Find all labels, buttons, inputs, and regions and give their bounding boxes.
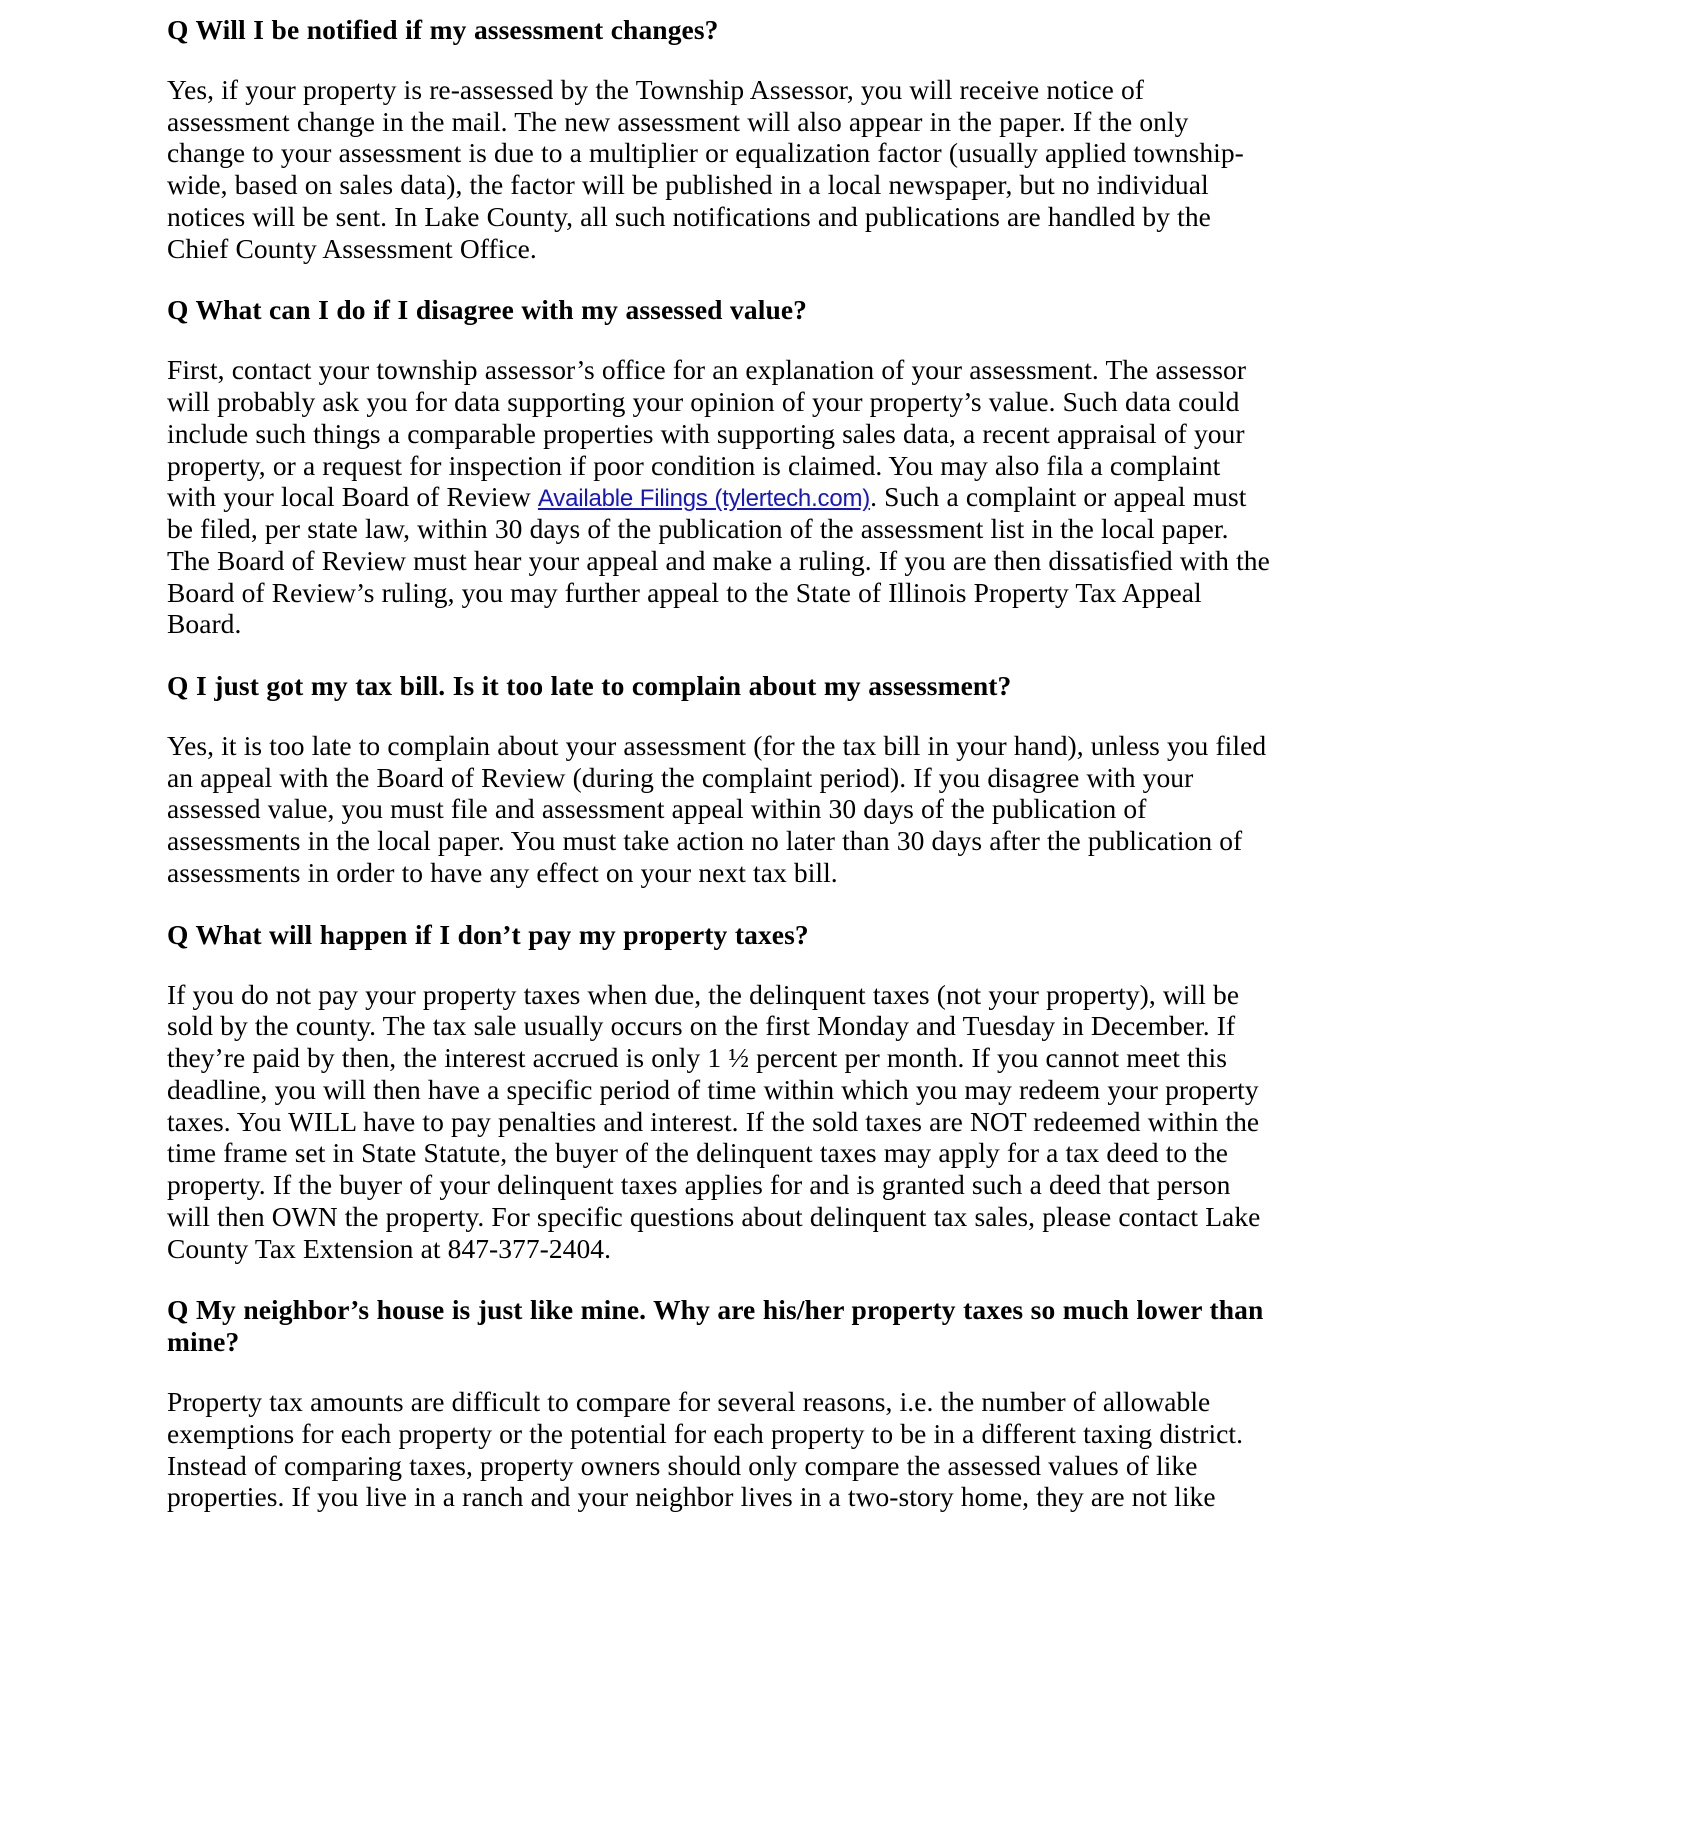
spacer: [167, 264, 1272, 294]
spacer: [167, 640, 1272, 670]
spacer: [167, 1264, 1272, 1294]
faq-question-dont-pay-property-taxes: Q What will happen if I don’t pay my property taxes?: [167, 918, 809, 950]
faq-question-too-late-to-complain: Q I just got my tax bill. Is it too late to complain about my assessment?: [167, 670, 1012, 702]
available-filings-link[interactable]: Available Filings (tylertech.com): [537, 485, 871, 513]
faq-answer-notified-assessment-changes: Yes, if your property is re-assessed by the Township Assessor, you will receive notice of assessment change in the mail. The new assessment will also appear in the paper. If the only change to your assessment is due to a multiplier or equalization factor (usually applied township-wide, based on sales data), the factor will be published in a local newspaper, but no individual notices will be sent. In Lake County, all such notifications and publications are handled by the Chief County Assessment Office.: [167, 73, 1244, 264]
spacer: [167, 889, 1272, 919]
faq-answer-text-after-link: . Such a complaint or appeal must be filed, per state law, within 30 days of the publication of the assessment list in the local paper. The Board of Review must hear your appeal and make a ruling. If you are then dissatisfied with the Board of Review’s ruling, you may further appeal to the State of Illinois Property Tax Appeal Board.: [167, 481, 1270, 640]
faq-answer-too-late-to-complain: Yes, it is too late to complain about your assessment (for the tax bill in your hand), unless you filed an appeal with the Board of Review (during the complaint period). If you disagree with your assessed value, you must file and assessment appeal within 30 days of the publication of assessments in the local paper. You must take action no later than 30 days after the publication of assessments in order to have any effect on your next tax bill.: [167, 729, 1267, 888]
faq-question-disagree-assessed-value: Q What can I do if I disagree with my assessed value?: [167, 294, 808, 326]
document-body: [167, 14, 1272, 1513]
faq-answer-neighbor-taxes-lower: Property tax amounts are difficult to compare for several reasons, i.e. the number of allowable exemptions for each property or the potential for each property to be in a different taxing district. Instead of comparing taxes, property owners should only compare the assessed values of like properties. If you live in a ranch and your neighbor lives in a two-story home, they are not like: [167, 1386, 1244, 1513]
faq-answer-dont-pay-property-taxes: If you do not pay your property taxes when due, the delinquent taxes (not your property), will be sold by the county. The tax sale usually occurs on the first Monday and Tuesday in December. If they’re paid by then, the interest accrued is only 1 ½ percent per month. If you cannot meet this deadline, you will then have a specific period of time within which you may redeem your property taxes. You WILL have to pay penalties and interest. If the sold taxes are NOT redeemed within the time frame set in State Statute, the buyer of the delinquent taxes may apply for a tax deed to the property. If the buyer of your delinquent taxes applies for and is granted such a deed that person will then OWN the property. For specific questions about delinquent tax sales, please contact Lake County Tax Extension at 847-377-2404.: [167, 978, 1261, 1264]
faq-question-neighbor-taxes-lower: Q My neighbor’s house is just like mine. Why are his/her property taxes so much lower than mine?: [167, 1294, 1264, 1358]
spacer: [167, 951, 1272, 979]
spacer: [167, 326, 1272, 354]
faq-question-notified-assessment-changes: Q Will I be notified if my assessment changes?: [167, 14, 719, 45]
faq-answer-text-before-link: First, contact your township assessor’s office for an explanation of your assessment. The assessor will probably ask you for data supporting your opinion of your property’s value. Such data could include such things a comparable properties with supporting sales data, a recent appraisal of your property, or a request for inspection if poor condition is claimed. You may also fila a complaint with your local Board of Review: [167, 354, 1247, 513]
spacer: [167, 46, 1272, 74]
spacer: [167, 1358, 1272, 1386]
spacer: [167, 702, 1272, 730]
faq-answer-disagree-assessed-value: [167, 354, 1272, 640]
